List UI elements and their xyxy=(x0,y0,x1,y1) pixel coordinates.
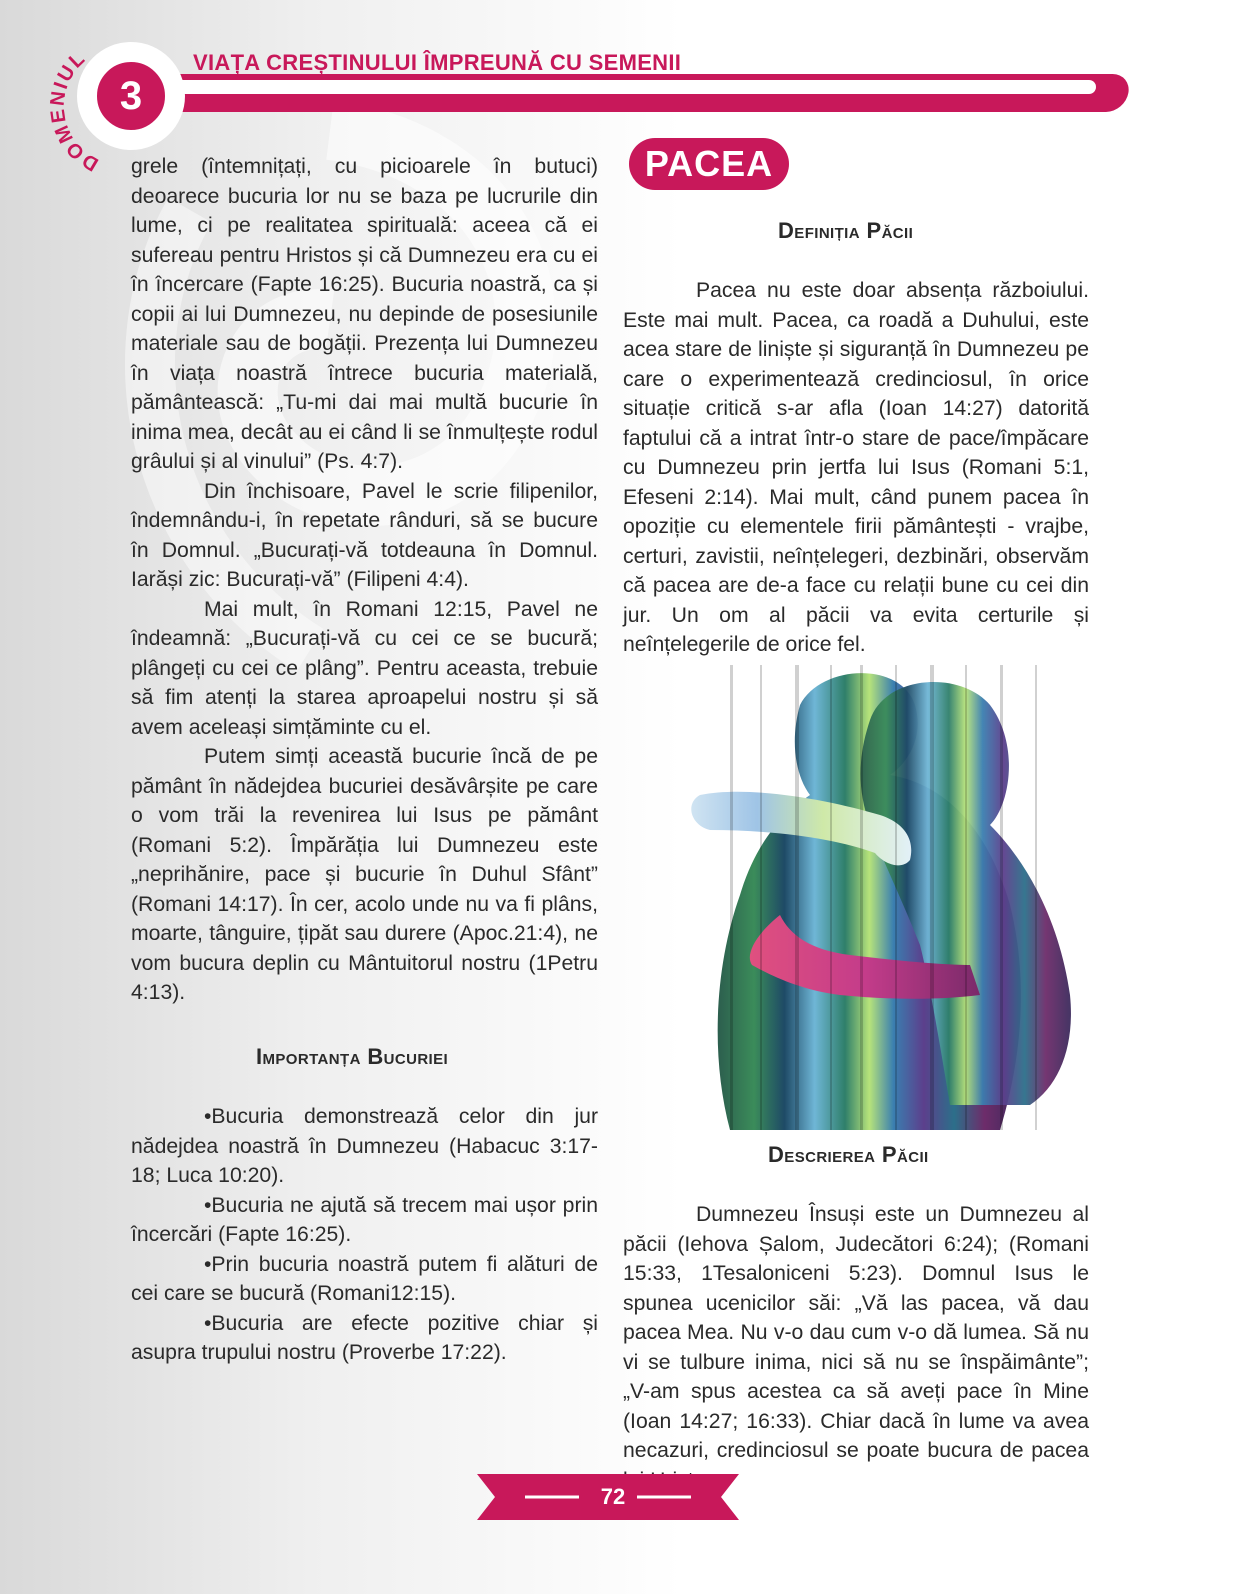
paragraph: Pacea nu este doar absența războiului. Este mai mult. Pacea, ca roadă a Duhului, este acea stare de liniște și siguranță în Dumnezeu pe care o experimentează credinciosul, în orice situație critică s-ar afla (Ioan 14:27) datorită faptului că a intrat într-o stare de pace/împăcare cu Dumnezeu prin jertfa lui Isus (Romani 5:1, Efeseni 2:14). Mai mult, când punem pacea în opoziție cu elementele firii pământești - vrajbe, certuri, zavistii, neînțelegeri, dezbinări, observăm că pacea are de-a face cu relații bune cu cei din jur. Un om al păcii va evita certurile și neînțelegerile de orice fel. xyxy=(623,279,1089,656)
header-title: VIAȚA CREȘTINULUI ÎMPREUNĂ CU SEMENII xyxy=(193,50,682,74)
header-bar-highlight xyxy=(176,80,1096,94)
description-heading: Descrierea Păcii xyxy=(768,1142,929,1167)
domain-number-badge: 3 xyxy=(92,57,170,135)
paragraph: Putem simți această bucurie încă de pe pământ în nădejdea bucuriei desăvârșite pe care o vom trăi la revenirea lui Isus pe pământ (Romani 5:2). Împărăția lui Dumnezeu este „neprihănire, pace și bucurie în Duhul Sfânt” (Romani 14:17). În cer, acolo unde nu va fi plâns, moarte, tânguire, țipăt sau durere (Apoc.21:4), ne vom bucura deplin cu Mântuitorul nostru (1Petru 4:13). xyxy=(131,745,598,1004)
left-column xyxy=(131,152,598,1008)
bullet-item: •Bucuria ne ajută să trecem mai ușor prin încercări (Fapte 16:25). xyxy=(131,1193,598,1246)
svg-text:DOMENIUL xyxy=(47,47,103,175)
importance-heading: Importanța Bucuriei xyxy=(256,1044,449,1069)
paragraph: Din închisoare, Pavel le scrie filipenilor, îndemnându-i, în repetate rânduri, să se bucure în Domnul. „Bucurați-vă totdeauna în Domnul. Iarăși zic: Bucurați-vă” (Filipeni 4:4). xyxy=(131,479,598,591)
section-badge: PACEA xyxy=(629,138,789,190)
definition-text-block xyxy=(623,276,1089,660)
domain-label: DOMENIUL xyxy=(46,46,103,176)
paragraph: Mai mult, în Romani 12:15, Pavel ne îndeamnă: „Bucurați-vă cu cei ce se bucură; plângeți cu cei ce plâng”. Pentru aceasta, trebuie să fim atenți la starea aproapelui nostru și să avem aceleași simțăminte cu el. xyxy=(131,597,598,739)
bullet-item: •Bucuria demonstrează celor din jur nădejdea noastră în Dumnezeu (Habacuc 3:17-18; Luca 10:20). xyxy=(131,1105,598,1187)
paragraph: Dumnezeu Însuși este un Dumnezeu al păcii (Iehova Șalom, Judecători 6:24); (Romani 15:33, 1Tesaloniceni 5:23). Domnul Isus le spunea ucenicilor săi: „Vă las pacea, vă dau pacea Mea. Nu v-o dau cum v-o dă lumea. Să nu vi se tulbure inima, nici să nu se înspăimânte”; „V-am spus acestea ca să aveți pace în Mine (Ioan 14:27; 16:33). Chiar dacă în lume va avea necazuri, credinciosul se poate bucura de pacea xyxy=(623,1203,1089,1462)
description-text-block xyxy=(623,1200,1089,1495)
importance-bullets xyxy=(131,1102,598,1368)
bullet-item: •Bucuria are efecte pozitive chiar și asupra trupului nostru (Proverbe 17:22). xyxy=(131,1311,598,1364)
bullet-item: •Prin bucuria noastră putem fi alături de cei care se bucură (Romani12:15). xyxy=(131,1252,598,1305)
page-number: 72 xyxy=(600,1484,626,1509)
embrace-illustration xyxy=(690,665,1090,1130)
definition-heading: Definiția Păcii xyxy=(778,218,914,243)
paragraph: grele (întemnițați, cu picioarele în butuci) deoarece bucuria lor nu se baza pe lucrurile din lume, ci pe realitatea spirituală: aceea că ei sufereau pentru Hristos și că Dumnezeu era cu ei în încercare (Fapte 16:25). Bucuria noastră, ca și copii ai lui Dumnezeu, nu depinde de posesiunile materiale sau de bogății. Prezența lui Dumnezeu în viața noastră întrece bucuria materială, pământească: „Tu-mi dai mai multă bucurie în inima mea, decât au ei când li se înmulțește rodul grâului și al vinului” (Ps. 4:7). xyxy=(131,155,598,473)
